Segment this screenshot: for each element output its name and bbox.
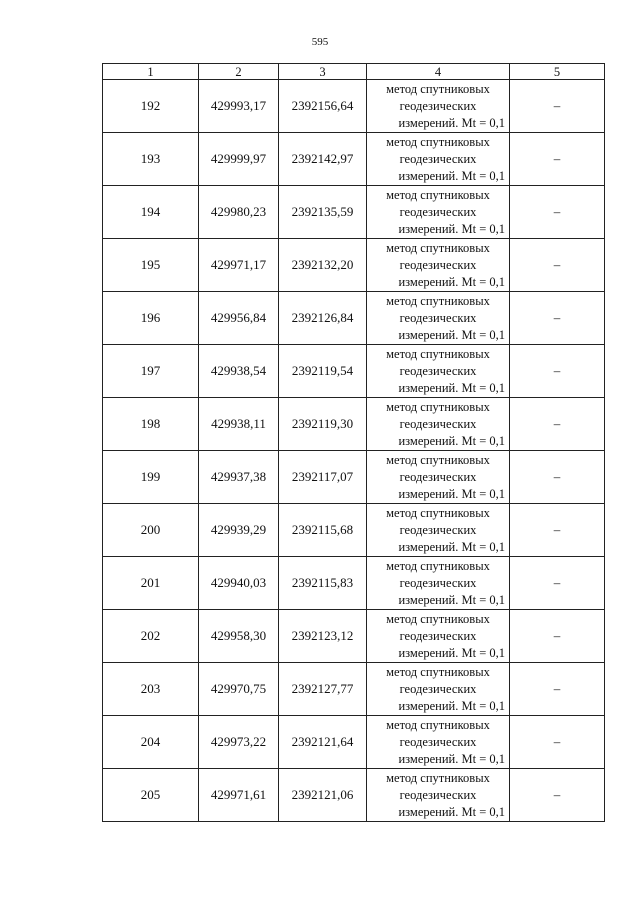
method-text-line-2: геодезических — [399, 363, 477, 378]
method-text-line-1: метод спутниковых — [386, 187, 490, 202]
point-number-cell: 196 — [103, 292, 199, 345]
method-text-line-2: геодезических — [399, 257, 477, 272]
table-row — [103, 398, 605, 451]
table-row — [103, 610, 605, 663]
point-number-cell: 202 — [103, 610, 199, 663]
method-text-line-2: геодезических — [399, 575, 477, 590]
table-header — [103, 64, 605, 80]
method-text-line-2: геодезических — [399, 522, 477, 537]
table-row — [103, 663, 605, 716]
y-coordinate-cell: 2392123,12 — [279, 610, 367, 663]
method-text-line-3: измерений. Mt = 0,1 — [398, 804, 505, 819]
note-cell: – — [510, 239, 605, 292]
table-row — [103, 239, 605, 292]
column-header-3: 3 — [279, 64, 367, 80]
point-number-cell: 204 — [103, 716, 199, 769]
note-cell: – — [510, 345, 605, 398]
method-text-line-3: измерений. Mt = 0,1 — [398, 168, 505, 183]
table-row — [103, 345, 605, 398]
page-number: 595 — [311, 36, 329, 48]
method-text-line-1: метод спутниковых — [386, 770, 490, 785]
y-coordinate-cell: 2392126,84 — [279, 292, 367, 345]
y-coordinate-cell: 2392119,30 — [279, 398, 367, 451]
y-coordinate-cell: 2392119,54 — [279, 345, 367, 398]
method-text-line-3: измерений. Mt = 0,1 — [398, 274, 505, 289]
x-coordinate-cell: 429980,23 — [199, 186, 279, 239]
table-body — [103, 80, 605, 822]
method-text-line-2: геодезических — [399, 469, 477, 484]
method-text-line-1: метод спутниковых — [386, 664, 490, 679]
x-coordinate-cell: 429958,30 — [199, 610, 279, 663]
x-coordinate-cell: 429939,29 — [199, 504, 279, 557]
y-coordinate-cell: 2392127,77 — [279, 663, 367, 716]
x-coordinate-cell: 429971,61 — [199, 769, 279, 822]
method-text-line-1: метод спутниковых — [386, 505, 490, 520]
method-text-line-1: метод спутниковых — [386, 81, 490, 96]
note-cell: – — [510, 186, 605, 239]
method-cell — [367, 292, 510, 345]
method-text-line-3: измерений. Mt = 0,1 — [398, 751, 505, 766]
method-text-line-3: измерений. Mt = 0,1 — [398, 539, 505, 554]
x-coordinate-cell: 429970,75 — [199, 663, 279, 716]
coordinates-table — [102, 63, 605, 822]
method-cell — [367, 133, 510, 186]
method-text-line-1: метод спутниковых — [386, 611, 490, 626]
y-coordinate-cell: 2392121,06 — [279, 769, 367, 822]
note-cell: – — [510, 769, 605, 822]
method-text-line-2: геодезических — [399, 151, 477, 166]
y-coordinate-cell: 2392132,20 — [279, 239, 367, 292]
column-header-2: 2 — [199, 64, 279, 80]
table-row — [103, 133, 605, 186]
method-text-line-2: геодезических — [399, 204, 477, 219]
x-coordinate-cell: 429938,11 — [199, 398, 279, 451]
y-coordinate-cell: 2392135,59 — [279, 186, 367, 239]
point-number-cell: 199 — [103, 451, 199, 504]
method-cell — [367, 451, 510, 504]
method-text-line-3: измерений. Mt = 0,1 — [398, 433, 505, 448]
method-text-line-2: геодезических — [399, 787, 477, 802]
point-number-cell: 192 — [103, 80, 199, 133]
header-row — [103, 64, 605, 80]
method-text-line-2: геодезических — [399, 416, 477, 431]
method-text-line-1: метод спутниковых — [386, 558, 490, 573]
method-cell — [367, 716, 510, 769]
point-number-cell: 198 — [103, 398, 199, 451]
point-number-cell: 201 — [103, 557, 199, 610]
y-coordinate-cell: 2392121,64 — [279, 716, 367, 769]
note-cell: – — [510, 610, 605, 663]
point-number-cell: 203 — [103, 663, 199, 716]
note-cell: – — [510, 557, 605, 610]
method-cell — [367, 610, 510, 663]
method-text-line-2: геодезических — [399, 628, 477, 643]
y-coordinate-cell: 2392142,97 — [279, 133, 367, 186]
method-text-line-3: измерений. Mt = 0,1 — [398, 115, 505, 130]
point-number-cell: 200 — [103, 504, 199, 557]
method-text-line-1: метод спутниковых — [386, 293, 490, 308]
y-coordinate-cell: 2392115,83 — [279, 557, 367, 610]
y-coordinate-cell: 2392117,07 — [279, 451, 367, 504]
note-cell: – — [510, 716, 605, 769]
y-coordinate-cell: 2392115,68 — [279, 504, 367, 557]
method-cell — [367, 504, 510, 557]
method-cell — [367, 557, 510, 610]
column-header-5: 5 — [510, 64, 605, 80]
method-text-line-1: метод спутниковых — [386, 346, 490, 361]
x-coordinate-cell: 429938,54 — [199, 345, 279, 398]
note-cell: – — [510, 80, 605, 133]
note-cell: – — [510, 133, 605, 186]
method-text-line-2: геодезических — [399, 734, 477, 749]
table-row — [103, 451, 605, 504]
method-text-line-3: измерений. Mt = 0,1 — [398, 221, 505, 236]
x-coordinate-cell: 429940,03 — [199, 557, 279, 610]
table-row — [103, 716, 605, 769]
note-cell: – — [510, 663, 605, 716]
point-number-cell: 197 — [103, 345, 199, 398]
method-text-line-3: измерений. Mt = 0,1 — [398, 380, 505, 395]
note-cell: – — [510, 292, 605, 345]
y-coordinate-cell: 2392156,64 — [279, 80, 367, 133]
point-number-cell: 193 — [103, 133, 199, 186]
method-cell — [367, 398, 510, 451]
method-text-line-2: геодезических — [399, 98, 477, 113]
column-header-1: 1 — [103, 64, 199, 80]
method-text-line-1: метод спутниковых — [386, 452, 490, 467]
table-row — [103, 80, 605, 133]
method-text-line-3: измерений. Mt = 0,1 — [398, 645, 505, 660]
method-text-line-3: измерений. Mt = 0,1 — [398, 327, 505, 342]
note-cell: – — [510, 398, 605, 451]
x-coordinate-cell: 429993,17 — [199, 80, 279, 133]
note-cell: – — [510, 504, 605, 557]
x-coordinate-cell: 429956,84 — [199, 292, 279, 345]
method-text-line-3: измерений. Mt = 0,1 — [398, 698, 505, 713]
table-row — [103, 504, 605, 557]
method-cell — [367, 239, 510, 292]
table-row — [103, 186, 605, 239]
method-cell — [367, 345, 510, 398]
column-header-4: 4 — [367, 64, 510, 80]
x-coordinate-cell: 429973,22 — [199, 716, 279, 769]
x-coordinate-cell: 429971,17 — [199, 239, 279, 292]
x-coordinate-cell: 429937,38 — [199, 451, 279, 504]
point-number-cell: 194 — [103, 186, 199, 239]
method-cell — [367, 663, 510, 716]
method-cell — [367, 186, 510, 239]
method-cell — [367, 769, 510, 822]
method-text-line-2: геодезических — [399, 681, 477, 696]
point-number-cell: 195 — [103, 239, 199, 292]
point-number-cell: 205 — [103, 769, 199, 822]
method-cell — [367, 80, 510, 133]
method-text-line-1: метод спутниковых — [386, 240, 490, 255]
method-text-line-3: измерений. Mt = 0,1 — [398, 592, 505, 607]
method-text-line-2: геодезических — [399, 310, 477, 325]
table-row — [103, 292, 605, 345]
method-text-line-1: метод спутниковых — [386, 134, 490, 149]
x-coordinate-cell: 429999,97 — [199, 133, 279, 186]
method-text-line-1: метод спутниковых — [386, 399, 490, 414]
method-text-line-3: измерений. Mt = 0,1 — [398, 486, 505, 501]
table-row — [103, 557, 605, 610]
table-row — [103, 769, 605, 822]
method-text-line-1: метод спутниковых — [386, 717, 490, 732]
note-cell: – — [510, 451, 605, 504]
